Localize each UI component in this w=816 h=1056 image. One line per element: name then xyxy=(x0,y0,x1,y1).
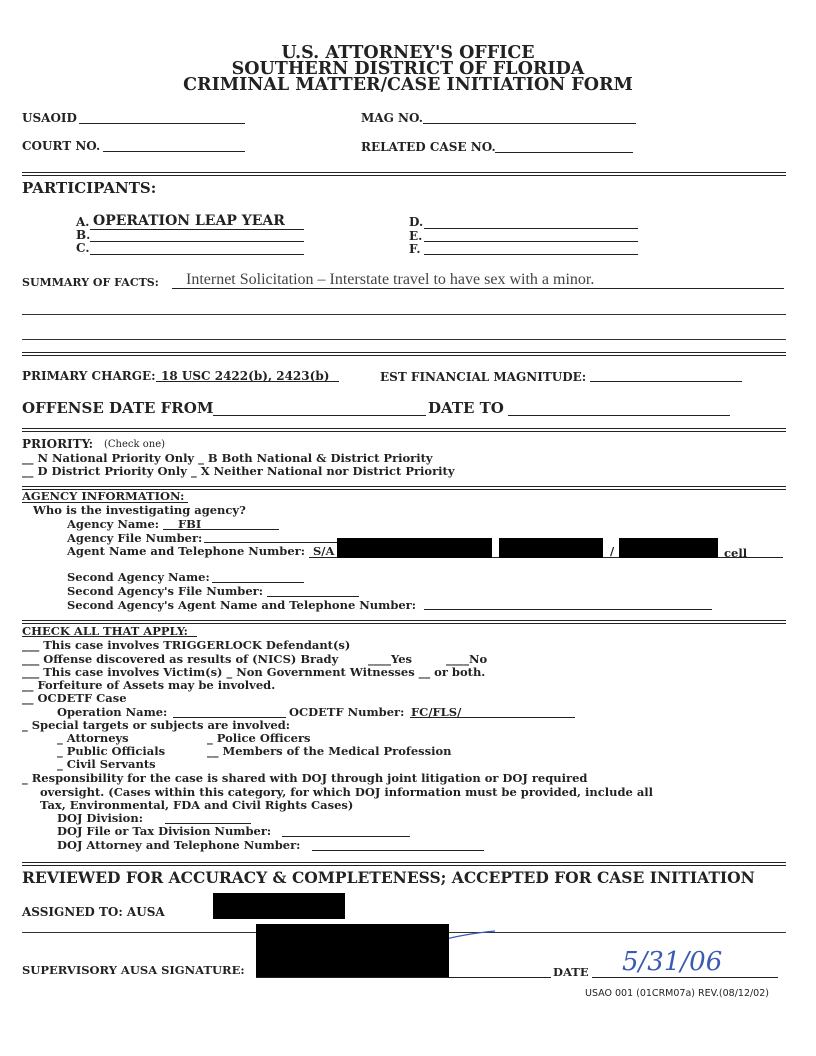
participant-f-label: F. xyxy=(409,242,421,256)
target-civil-servants[interactable]: _ Civil Servants xyxy=(57,757,156,771)
related-case-label: RELATED CASE NO. xyxy=(361,140,496,154)
primary-charge-field[interactable] xyxy=(156,381,339,382)
agent-name-label: Agent Name and Telephone Number: xyxy=(67,544,305,558)
court-no-field[interactable] xyxy=(103,151,245,152)
divider xyxy=(22,172,786,176)
summary-value: Internet Solicitation – Interstate travel to have sex with a minor. xyxy=(186,271,595,288)
target-medical[interactable]: __ Members of the Medical Profession xyxy=(207,744,452,758)
ocdetf-number-label: OCDETF Number: xyxy=(289,705,405,719)
offense-date-from-field[interactable] xyxy=(213,415,426,416)
participant-f-field[interactable] xyxy=(424,254,638,255)
participant-a-value: OPERATION LEAP YEAR xyxy=(93,213,285,229)
agency-file-label: Agency File Number: xyxy=(67,531,203,545)
assigned-ausa-label: ASSIGNED TO: AUSA xyxy=(22,905,165,919)
mag-no-field[interactable] xyxy=(423,123,636,124)
check-nics-brady[interactable]: ___ Offense discovered as results of (NICS) Brady xyxy=(22,652,339,666)
offense-date-to-label: DATE TO xyxy=(428,399,504,417)
date-value: 5/31/06 xyxy=(622,947,723,977)
participant-c-label: C. xyxy=(76,241,90,255)
priority-label: PRIORITY: xyxy=(22,437,94,451)
doj-file-label: DOJ File or Tax Division Number: xyxy=(57,824,272,838)
agent-suffix: cell xyxy=(724,546,748,560)
checks-heading: CHECK ALL THAT APPLY: xyxy=(22,624,188,638)
usaoid-field[interactable] xyxy=(79,123,245,124)
usaoid-label: USAOID xyxy=(22,111,77,125)
financial-magnitude-label: EST FINANCIAL MAGNITUDE: xyxy=(380,370,587,384)
second-agency-file-field[interactable] xyxy=(267,596,359,597)
date-field[interactable] xyxy=(592,977,778,978)
check-nics-no[interactable]: ____No xyxy=(446,652,488,666)
title-line-1: U.S. ATTORNEY'S OFFICE xyxy=(281,43,535,63)
agency-file-field[interactable] xyxy=(204,542,354,543)
ocdetf-number-value: FC/FLS/ xyxy=(411,705,462,719)
participants-heading: PARTICIPANTS: xyxy=(22,179,157,197)
participant-e-label: E. xyxy=(409,229,423,243)
second-agency-name-field[interactable] xyxy=(212,582,304,583)
summary-line-3 xyxy=(22,339,786,340)
participant-a-field[interactable] xyxy=(90,229,304,230)
divider xyxy=(22,862,786,866)
divider xyxy=(22,352,786,356)
divider xyxy=(22,428,786,432)
participant-b-label: B. xyxy=(76,228,91,242)
doj-file-field[interactable] xyxy=(282,836,410,837)
agent-prefix: S/A xyxy=(313,544,335,558)
priority-line-2[interactable]: __ D District Priority Only _ X Neither National nor District Priority xyxy=(22,464,455,478)
mag-no-label: MAG NO. xyxy=(361,111,423,125)
check-nics-yes[interactable]: ____Yes xyxy=(368,652,413,666)
supervisory-signature-label: SUPERVISORY AUSA SIGNATURE: xyxy=(22,963,245,977)
title-line-2: SOUTHERN DISTRICT OF FLORIDA xyxy=(231,59,585,79)
check-triggerlock[interactable]: ___ This case involves TRIGGERLOCK Defendant(s) xyxy=(22,638,351,652)
agency-name-value: FBI xyxy=(178,517,202,531)
summary-line-2 xyxy=(22,314,786,315)
priority-hint: (Check one) xyxy=(104,439,166,450)
check-victims[interactable]: ___ This case involves Victim(s) _ Non Government Witnesses __ or both. xyxy=(22,665,486,679)
agency-name-label: Agency Name: xyxy=(67,517,160,531)
target-public-officials[interactable]: _ Public Officials xyxy=(57,744,166,758)
participant-b-field[interactable] xyxy=(90,241,304,242)
redaction-block xyxy=(499,538,603,558)
agency-question: Who is the investigating agency? xyxy=(33,503,246,517)
offense-date-to-field[interactable] xyxy=(508,415,730,416)
form-code: USAO 001 (01CRM07a) REV.(08/12/02) xyxy=(585,988,769,999)
check-doj-shared[interactable]: _ Responsibility for the case is shared with DOJ through joint litigation or DOJ required xyxy=(22,771,588,785)
redaction-block xyxy=(619,538,718,558)
second-agent-label: Second Agency's Agent Name and Telephone Number: xyxy=(67,598,416,612)
operation-name-label: Operation Name: xyxy=(57,705,168,719)
check-special-targets[interactable]: _ Special targets or subjects are involved: xyxy=(22,718,291,732)
financial-magnitude-field[interactable] xyxy=(590,381,742,382)
target-police[interactable]: _ Police Officers xyxy=(207,731,311,745)
checks-heading-underline xyxy=(22,636,197,637)
agent-separator: / xyxy=(610,544,615,558)
ocdetf-number-field[interactable] xyxy=(410,717,575,718)
doj-attorney-label: DOJ Attorney and Telephone Number: xyxy=(57,838,301,852)
participant-e-field[interactable] xyxy=(424,241,638,242)
agency-name-field[interactable] xyxy=(163,529,279,530)
participant-d-field[interactable] xyxy=(424,228,638,229)
offense-date-from-label: OFFENSE DATE FROM xyxy=(22,399,214,417)
check-ocdetf[interactable]: __ OCDETF Case xyxy=(22,691,127,705)
review-heading: REVIEWED FOR ACCURACY & COMPLETENESS; ACCEPTED FOR CASE INITIATION xyxy=(22,868,755,887)
participant-c-field[interactable] xyxy=(90,254,304,255)
primary-charge-value: 18 USC 2422(b), 2423(b) xyxy=(161,369,330,383)
doj-text-3: Tax, Environmental, FDA and Civil Rights Cases) xyxy=(40,798,354,812)
redaction-block xyxy=(256,924,449,978)
primary-charge-label: PRIMARY CHARGE: xyxy=(22,369,156,383)
summary-label: SUMMARY OF FACTS: xyxy=(22,276,159,289)
second-agency-name-label: Second Agency Name: xyxy=(67,570,210,584)
redaction-block xyxy=(213,893,345,919)
doj-division-label: DOJ Division: xyxy=(57,811,143,825)
participant-a-label: A. xyxy=(76,215,90,229)
redaction-block xyxy=(337,538,492,558)
agency-heading: AGENCY INFORMATION: xyxy=(22,489,185,503)
second-agent-field[interactable] xyxy=(424,609,712,610)
title-line-3: CRIMINAL MATTER/CASE INITIATION FORM xyxy=(183,75,633,95)
participant-d-label: D. xyxy=(409,215,424,229)
summary-field[interactable] xyxy=(172,288,784,289)
target-attorneys[interactable]: _ Attorneys xyxy=(57,731,129,745)
supervisory-signature-field[interactable] xyxy=(256,977,551,978)
check-forfeiture[interactable]: __ Forfeiture of Assets may be involved. xyxy=(22,678,276,692)
date-label: DATE xyxy=(553,965,589,979)
pen-stroke xyxy=(440,928,500,944)
second-agency-file-label: Second Agency's File Number: xyxy=(67,584,263,598)
doj-text-2: oversight. (Cases within this category, for which DOJ information must be provided, include all xyxy=(40,785,654,799)
doj-attorney-field[interactable] xyxy=(312,850,484,851)
priority-line-1[interactable]: __ N National Priority Only _ B Both National & District Priority xyxy=(22,451,433,465)
related-case-field[interactable] xyxy=(495,152,633,153)
court-no-label: COURT NO. xyxy=(22,139,101,153)
